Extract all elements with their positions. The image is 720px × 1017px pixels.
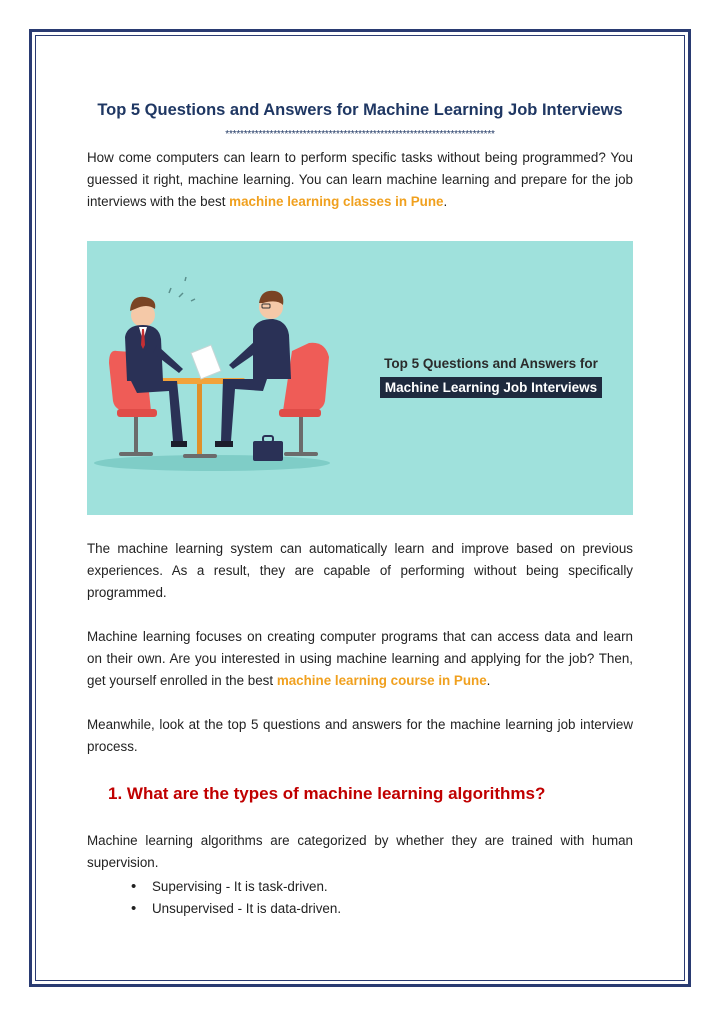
section-1-body	[87, 830, 633, 920]
paragraph-block-4	[87, 714, 633, 758]
section-1-text: Machine learning algorithms are categorized by whether they are trained with human supervision.	[87, 833, 633, 870]
hero-caption	[361, 356, 621, 398]
list-item: • Unsupervised - It is data-driven.	[152, 898, 633, 920]
paragraph-2: The machine learning system can automatically learn and improve based on previous experiences. As a result, they are capable of performing without being specifically programmed.	[87, 541, 633, 600]
section-1-heading: 1. What are the types of machine learning algorithms?	[108, 784, 546, 803]
hero-illustration	[87, 241, 633, 515]
title-separator: *************************************************************************	[225, 129, 495, 140]
hero-caption-line2: Machine Learning Job Interviews	[380, 377, 602, 398]
section-1-heading-block	[108, 783, 654, 805]
para3-text: Machine learning focuses on creating computer programs that can access data and learn on their own. Are you interested in using machine learning and applying for the job? Then, get yourself enrolled in the best	[87, 629, 633, 688]
course-link[interactable]: machine learning course in Pune	[276, 673, 487, 688]
document-header	[87, 100, 633, 213]
paragraph-4: Meanwhile, look at the top 5 questions and answers for the machine learning job interview process.	[87, 717, 633, 754]
paragraph-block-2	[87, 538, 633, 604]
hero-caption-line1: Top 5 Questions and Answers for	[384, 356, 598, 371]
paragraph-block-3	[87, 626, 633, 692]
intro-paragraph	[87, 147, 633, 213]
classes-link[interactable]: machine learning classes in Pune	[229, 194, 444, 209]
paragraph-3	[87, 626, 633, 692]
intro-end: .	[443, 194, 448, 209]
list-item: • Supervising - It is task-driven.	[152, 876, 633, 898]
intro-text: How come computers can learn to perform specific tasks without being programmed? You guessed it right, machine learning. You can learn machine learning and prepare for the job interviews with the best	[87, 150, 633, 209]
section-1-bullet-list	[87, 876, 633, 920]
para3-end: .	[486, 673, 491, 688]
document-title: Top 5 Questions and Answers for Machine Learning Job Interviews	[97, 101, 623, 119]
